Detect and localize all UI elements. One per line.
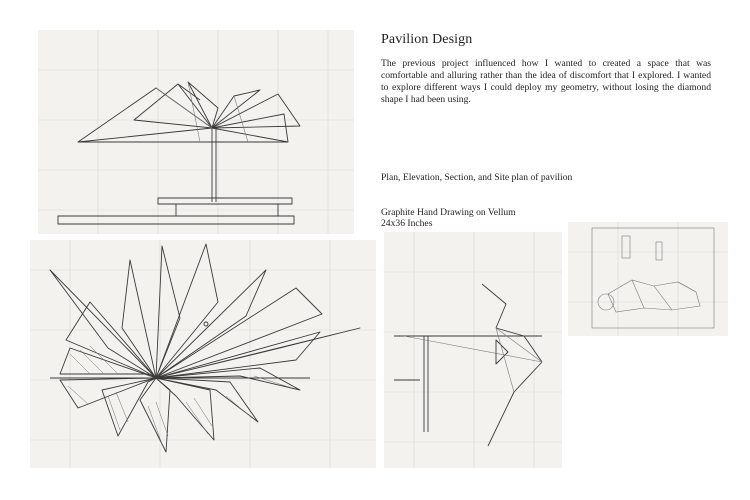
- project-description: The previous project influenced how I wanted to created a space that was comfortable and alluring rather than the idea of discomfort that I explored. I wanted to explore different ways I could deploy my geometry, without losing the diamond shape I had been using.: [381, 58, 711, 105]
- site-plan-drawing: [568, 222, 728, 336]
- section-drawing: [384, 232, 562, 468]
- elevation-drawing: [38, 30, 354, 234]
- plan-drawing: [30, 240, 376, 468]
- size-label: 24x36 Inches: [381, 218, 433, 229]
- page-title: Pavilion Design: [381, 32, 473, 47]
- drawing-caption: Plan, Elevation, Section, and Site plan of pavilion: [381, 172, 573, 183]
- medium-label: Graphite Hand Drawing on Vellum: [381, 207, 516, 218]
